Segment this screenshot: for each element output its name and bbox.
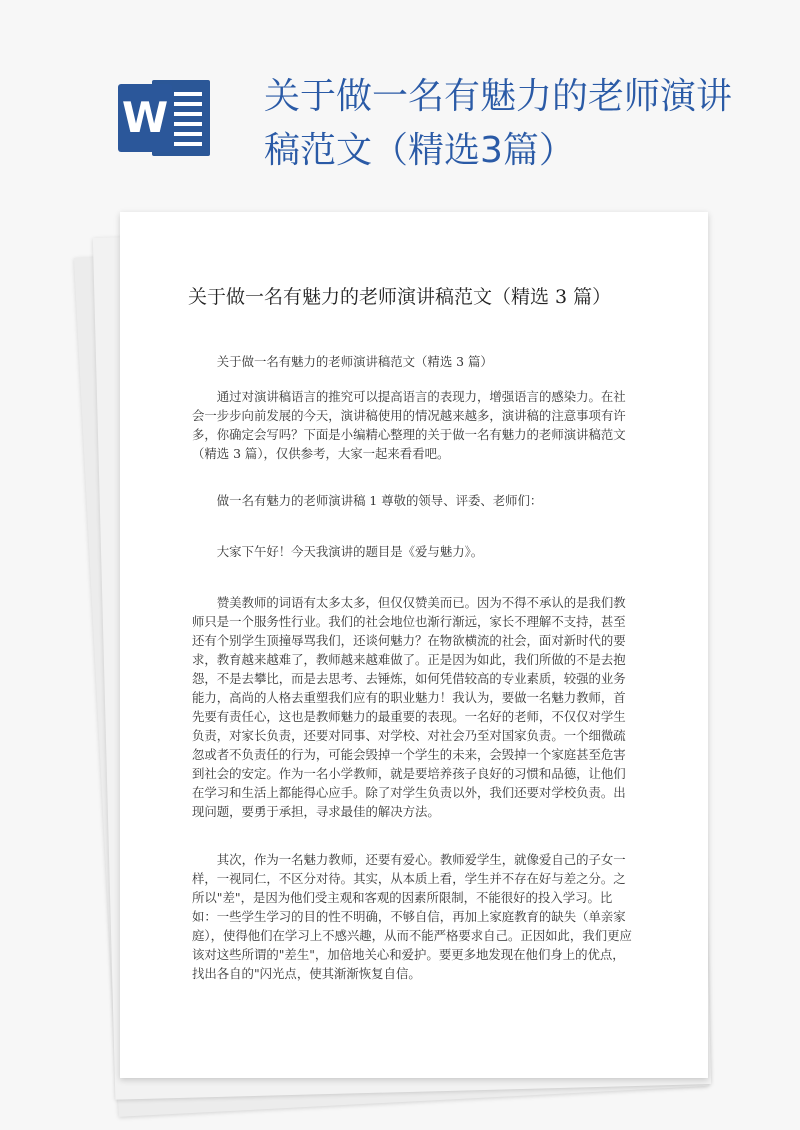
document-body bbox=[192, 352, 632, 1012]
document-page bbox=[120, 212, 708, 1078]
body-paragraph: 其次，作为一名魅力教师，还要有爱心。教师爱学生，就像爱自己的子女一样，一视同仁，不区分对待。其实，从本质上看，学生并不存在好与差之分。之所以"差"，是因为他们受主观和客观的因素所限制，不能很好的投入学习。比如：一些学生学习的目的性不明确，不够自信，再加上家庭教育的缺失（单亲家庭），使得他们在学习上不感兴趣，从而不能严格要求自己。正因如此，我们更应该对这些所谓的"差生"，加倍地关心和爱护。要更多地发现在他们身上的优点，找出各自的"闪光点，使其渐渐恢复自信。 bbox=[192, 852, 632, 981]
speech-heading: 做一名有魅力的老师演讲稿 1 尊敬的领导、评委、老师们： bbox=[216, 493, 543, 508]
document-title: 关于做一名有魅力的老师演讲稿范文（精选 3 篇） bbox=[188, 286, 612, 308]
page-title: 关于做一名有魅力的老师演讲稿范文（精选3篇） bbox=[264, 76, 733, 171]
word-letter-badge: W bbox=[118, 84, 172, 152]
intro-paragraph: 通过对演讲稿语言的推究可以提高语言的表现力，增强语言的感染力。在社会一步步向前发展的今天，演讲稿使用的情况越来越多，演讲稿的注意事项有许多，你确定会写吗？下面是小编精心整理的关于做一名有魅力的老师演讲稿范文（精选 3 篇），仅供参考，大家一起来看看吧。 bbox=[192, 389, 626, 461]
word-document-icon bbox=[118, 80, 210, 156]
body-paragraph: 赞美教师的词语有太多太多，但仅仅赞美而已。因为不得不承认的是我们教师只是一个服务性行业。我们的社会地位也渐行渐远，家长不理解不支持，甚至还有个别学生顶撞辱骂我们，还谈何魅力？在物欲横流的社会，面对新时代的要求，教育越来越难了，教师越来越难做了。正是因为如此，我们所做的不是去抱怨，不是去攀比，而是去思考、去锤炼，如何凭借较高的专业素质，较强的业务能力，高尚的人格去重塑我们应有的职业魅力！我认为，要做一名魅力教师，首先要有责任心，这也是教师魅力的最重要的表现。一名好的老师，不仅仅对学生负责，对家长负责，还要对同事、对学校、对社会乃至对国家负责。一个细微疏忽或者不负责任的行为，可能会毁掉一个学生的未来，会毁掉一个家庭甚至危害到社会的安定。作为一名小学教师，就是要培养孩子良好的习惯和品德，让他们在学习和生活上都能得心应手。除了对学生负责以外，我们还要对学校负责。出现问题，要勇于承担，寻求最佳的解决方法。 bbox=[192, 595, 626, 819]
document-subtitle: 关于做一名有魅力的老师演讲稿范文（精选 3 篇） bbox=[216, 354, 493, 369]
greeting-paragraph: 大家下午好！今天我演讲的题目是《爱与魅力》。 bbox=[216, 544, 484, 559]
